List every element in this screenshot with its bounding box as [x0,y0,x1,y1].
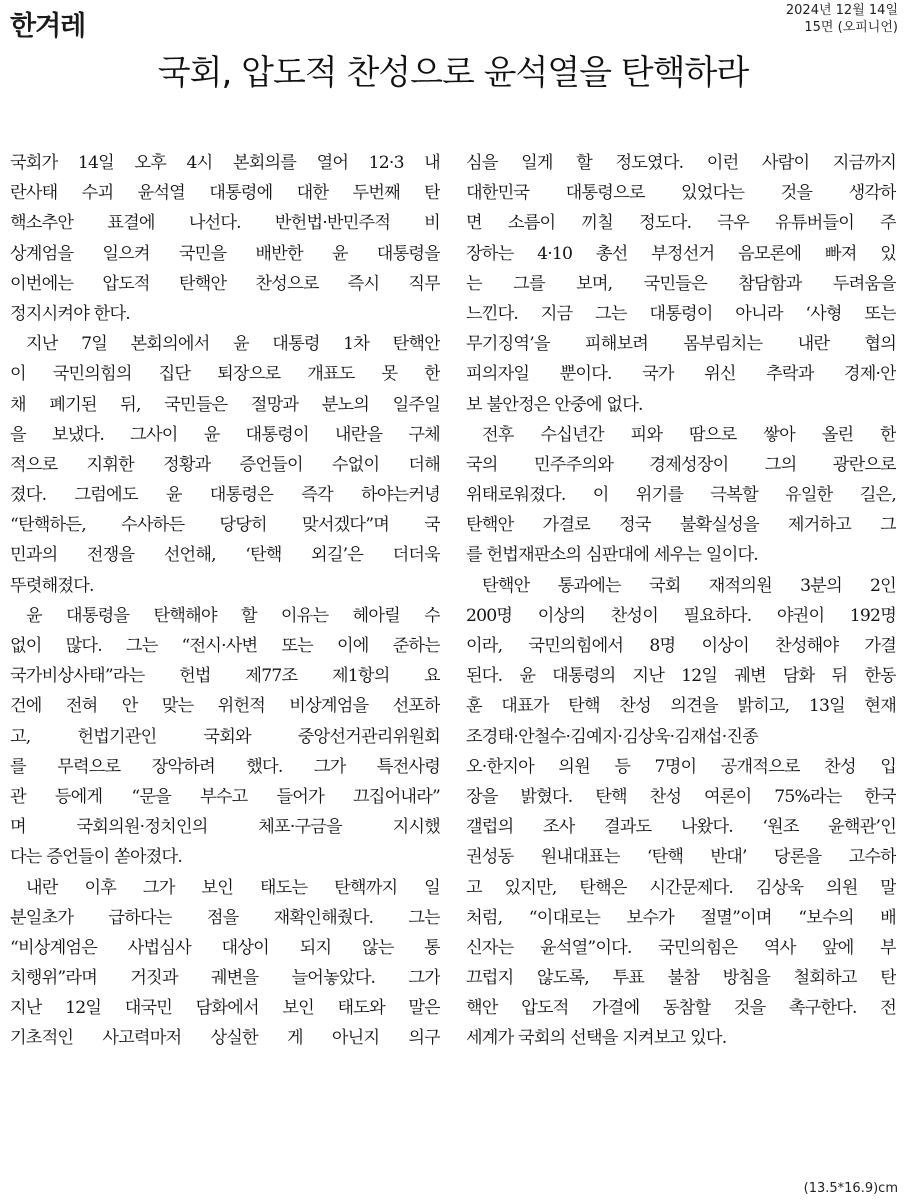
article-body [10,148,896,1054]
body-line: 란사태 수괴 윤석열 대통령에 대한 두번째 탄 [10,183,440,204]
body-line: 지난 7일 본회의에서 윤 대통령 1차 탄핵안 [26,334,440,355]
body-line: 없이 많다. 그는 “전시·사변 또는 이에 준하는 [10,636,440,656]
body-line: 처럼, “이대로는 보수가 절멸”이며 “보수의 배 [466,907,896,928]
body-line: 뚜렷해졌다. [10,575,94,596]
body-line: 기초적인 사고력마저 상실한 게 아닌지 의구 [10,1028,440,1049]
body-line: 갤럽의 조사 결과도 나왔다. ‘원조 윤핵관’인 [466,817,896,838]
body-line: 민과의 전쟁을 선언해, ‘탄핵 외길’은 더더욱 [10,545,440,566]
body-line: 치행위”라며 거짓과 궤변을 늘어놓았다. 그가 [10,968,440,989]
body-line: 국회가 14일 오후 4시 본회의를 열어 12·3 내 [10,153,440,173]
body-line: 를 무력으로 장악하려 했다. 그가 특전사령 [10,756,440,777]
body-line: 분일초가 급하다는 점을 재확인해줬다. 그는 [10,907,440,928]
body-line: 채 폐기된 뒤, 국민들은 절망과 분노의 일주일 [10,394,440,415]
body-line: 면 소름이 끼칠 정도다. 극우 유튜버들이 주 [466,213,896,234]
body-line: 훈 대표가 탄핵 찬성 의견을 밝히고, 13일 현재 [466,696,896,717]
body-line: 보 불안정은 안중에 없다. [466,394,643,415]
body-line: 이 국민의힘의 집단 퇴장으로 개표도 못 한 [10,364,440,385]
body-line: 는 그를 보며, 국민들은 참담함과 두려움을 [466,273,896,294]
body-line: “비상계엄은 사법심사 대상이 되지 않는 통 [10,937,440,958]
body-line: 며 국회의원·정치인의 체포·구금을 지시했 [10,817,440,838]
body-line: 이라, 국민의힘에서 8명 이상이 찬성해야 가결 [466,636,896,656]
body-line: 된다. 윤 대통령의 지난 12일 궤변 담화 뒤 한동 [466,666,896,687]
body-line: 조경태·안철수·김예지·김상욱·김재섭·진종 [466,726,758,747]
body-line: “탄핵하든, 수사하든 당당히 맞서겠다”며 국 [10,515,440,536]
body-line: 탄핵안 통과에는 국회 재적의원 3분의 2인 [482,575,896,596]
body-line: 오·한지아 의원 등 7명이 공개적으로 찬성 입 [466,756,896,777]
newspaper-logo: 한겨레 [10,11,86,42]
body-line: 을 보냈다. 그사이 윤 대통령이 내란을 구체 [10,424,440,445]
body-line: 끄럽지 않도록, 투표 불참 방침을 철회하고 탄 [466,968,896,989]
body-line: 국의 민주주의와 경제성장이 그의 광란으로 [466,454,896,475]
editorial-headline: 국회, 압도적 찬성으로 윤석열을 탄핵하라 [157,53,749,93]
body-line: 무기징역’을 피해보려 몸부림치는 내란 협의 [466,334,896,355]
body-line: 장을 밝혔다. 탄핵 찬성 여론이 75%라는 한국 [466,786,896,807]
body-line: 신자는 윤석열”이다. 국민의힘은 역사 앞에 부 [466,937,896,958]
publication-date: 2024년 12월 14일 [785,3,898,18]
body-line: 내란 이후 그가 보인 태도는 탄핵까지 일 [26,877,440,898]
body-line: 권성동 원내대표는 ‘탄핵 반대’ 당론을 고수하 [466,847,896,868]
body-line: 핵소추안 표결에 나선다. 반헌법·반민주적 비 [10,213,440,234]
body-line: 정지시켜야 한다. [10,303,130,324]
article-column-right [466,148,896,1054]
body-line: 졌다. 그럼에도 윤 대통령은 즉각 하야는커녕 [10,485,440,506]
body-line: 관 등에게 “문을 부수고 들어가 끄집어내라” [10,786,440,807]
body-line: 심을 일게 할 정도였다. 이런 사람이 지금까지 [466,153,896,173]
body-line: 피의자일 뿐이다. 국가 위신 추락과 경제·안 [466,364,896,385]
body-line: 대한민국 대통령으로 있었다는 것을 생각하 [466,183,896,204]
clipping-size-note: (13.5*16.9)cm [803,1181,898,1196]
body-line: 느낀다. 지금 그는 대통령이 아니라 ‘사형 또는 [466,303,896,324]
body-line: 전후 수십년간 피와 땀으로 쌓아 올린 한 [482,424,896,445]
publication-meta [786,2,898,36]
body-line: 200명 이상의 찬성이 필요하다. 야권이 192명 [466,605,896,626]
body-line: 세계가 국회의 선택을 지켜보고 있다. [466,1028,727,1049]
body-line: 장하는 4·10 총선 부정선거 음모론에 빠져 있 [466,243,896,264]
body-line: 고, 헌법기관인 국회와 중앙선거관리위원회 [10,726,440,747]
body-line: 다는 증언들이 쏟아졌다. [10,847,183,868]
body-line: 탄핵안 가결로 정국 불확실성을 제거하고 그 [466,515,896,536]
body-line: 위태로워졌다. 이 위기를 극복할 유일한 길은, [466,485,896,506]
body-line: 상계엄을 일으켜 국민을 배반한 윤 대통령을 [10,243,440,264]
body-line: 윤 대통령을 탄핵해야 할 이유는 헤아릴 수 [26,605,440,626]
body-line: 지난 12일 대국민 담화에서 보인 태도와 말은 [10,998,440,1019]
body-line: 이번에는 압도적 탄핵안 찬성으로 즉시 직무 [10,273,440,294]
body-line: 고 있지만, 탄핵은 시간문제다. 김상욱 의원 말 [466,877,896,898]
article-column-left [10,148,440,1054]
body-line: 국가비상사태”라는 헌법 제77조 제1항의 요 [10,666,440,687]
page-section: 15면 (오피니언) [804,20,898,35]
body-line: 를 헌법재판소의 심판대에 세우는 일이다. [466,545,758,566]
body-line: 핵안 압도적 가결에 동참할 것을 촉구한다. 전 [466,998,896,1019]
body-line: 적으로 지휘한 정황과 증언들이 수없이 더해 [10,454,440,475]
body-line: 건에 전혀 안 맞는 위헌적 비상계엄을 선포하 [10,696,440,717]
